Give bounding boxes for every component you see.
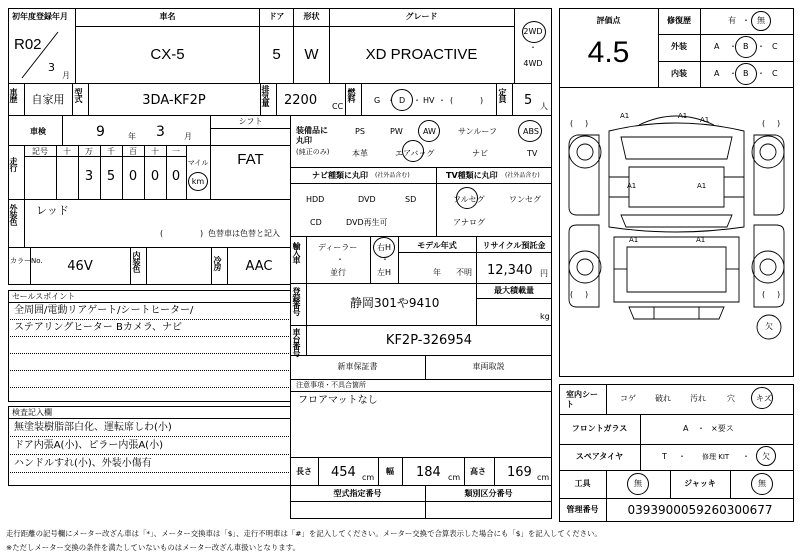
height-label: 高さ	[470, 467, 486, 476]
selling-point-2: ステアリングヒーター Bカメラ、ナビ	[14, 322, 183, 333]
mileage-digit-4: 0	[128, 169, 138, 184]
height-value: 169	[507, 465, 532, 480]
seat-stain: 汚れ	[690, 394, 706, 403]
capacity-value: 5	[524, 93, 533, 108]
fuel-g: G	[374, 96, 381, 105]
car-diagram	[559, 87, 794, 377]
inspection-month: 3	[156, 124, 165, 140]
mark-missing: 欠	[765, 322, 773, 331]
model-name: CX-5	[150, 46, 185, 63]
exterior-b-circle	[735, 36, 757, 58]
plate-value: 静岡301や9410	[350, 296, 440, 310]
door-count: 5	[272, 46, 281, 63]
import-label: 輸入車	[292, 242, 301, 263]
repair-label: 修復歴	[667, 16, 691, 25]
width-label: 幅	[386, 467, 394, 476]
equip-airbag-circle	[402, 140, 424, 162]
jack-value: 無	[758, 479, 766, 488]
navi-sub: (社外品含む)	[375, 172, 410, 179]
first-reg-label: 初年度登録年月	[12, 12, 68, 21]
place-100: 百	[129, 147, 137, 156]
equip-airbag: エアバッグ	[395, 149, 435, 158]
length-unit: cm	[362, 473, 375, 482]
recycle-unit: 円	[540, 269, 548, 278]
import-dealer: ディーラー	[318, 243, 358, 252]
tv-analog: アナログ	[453, 218, 485, 227]
recycle-value: 12,340	[487, 263, 533, 278]
interior-b-circle	[735, 63, 757, 85]
bracket-br-open: (	[762, 290, 766, 299]
score-value: 4.5	[587, 36, 630, 69]
shape-label: 形状	[303, 12, 320, 21]
inspection-year-unit: 年	[128, 132, 136, 141]
mileage-label: 走行	[9, 157, 18, 171]
model-year-label: モデル年式	[417, 241, 457, 250]
inspection-month-unit: 月	[184, 132, 192, 141]
recycle-label: リサイクル預託金	[482, 241, 546, 250]
manual-label: 車両取説	[472, 362, 505, 371]
chassis-label: 車台番号	[292, 328, 301, 356]
color-code-label: カラーNo.	[10, 257, 43, 265]
height-unit: cm	[537, 473, 550, 482]
mark-a1-front-right: A1	[678, 112, 688, 120]
seat-label: 室内シート	[566, 390, 598, 409]
tools-circle	[627, 473, 649, 495]
color-code: 46V	[67, 259, 93, 274]
mark-a1-rear-right: A1	[696, 236, 706, 244]
navi-hdd: HDD	[306, 195, 325, 204]
notes-label: 注意事項・不具合箇所	[296, 381, 366, 389]
width-value: 184	[416, 465, 441, 480]
equipment-label: 装備品に 丸印 (純正のみ)	[296, 126, 330, 156]
glass-dot: ・	[697, 424, 705, 433]
interior-c: C	[772, 69, 778, 78]
first-reg-month-unit: 月	[62, 71, 70, 80]
width-unit: cm	[448, 473, 461, 482]
model-name-label: 車名	[159, 12, 176, 21]
seat-hole: 穴	[727, 394, 735, 403]
door-label: ドア	[268, 12, 285, 21]
inspector-line-2: ドア内張A(小)、ピラー内張A(小)	[14, 440, 163, 451]
equip-ps: PS	[355, 127, 365, 136]
capacity-unit: 人	[540, 102, 548, 111]
shift-value: FAT	[237, 151, 264, 168]
seat-tear: 破れ	[655, 394, 671, 403]
type-value: 3DA-KF2P	[142, 93, 206, 108]
inspection-label: 車検	[30, 127, 46, 136]
inspector-line-3: ハンドルすれ(小)、外装小傷有	[14, 458, 152, 469]
mark-a1-trunk: A1	[700, 116, 710, 124]
bracket-bl-open: (	[570, 290, 574, 299]
jack-circle	[751, 473, 773, 495]
spare-t: T	[662, 452, 667, 461]
mileage-digit-5: 0	[150, 169, 160, 184]
navi-dvd-play: DVD再生可	[346, 218, 388, 227]
color-value: レッド	[36, 204, 69, 217]
bracket-tl-close: )	[585, 119, 589, 128]
place-10: 十	[151, 147, 159, 156]
equip-abs: ABS	[523, 127, 539, 136]
displacement-label: 排気量	[261, 85, 270, 106]
equip-pw: PW	[390, 127, 403, 136]
navi-cd: CD	[310, 218, 322, 227]
exterior-c: C	[772, 42, 778, 51]
fuel-label: 燃料	[347, 88, 356, 102]
model-year-unknown: 不明	[456, 268, 472, 277]
plate-label: 登録番号	[292, 287, 301, 315]
chassis-value: KF2P-326954	[385, 333, 473, 348]
mileage-symbol-label: 記号	[32, 147, 48, 156]
interior-color-label: 内装色	[132, 251, 141, 272]
inspector-label: 検査記入欄	[12, 408, 52, 417]
place-1k: 千	[107, 147, 115, 156]
warranty-label: 新車保証書	[337, 362, 378, 371]
bracket-br-close: )	[777, 290, 781, 299]
unit-km: km	[191, 177, 205, 186]
notes-line-1: フロアマットなし	[298, 395, 378, 406]
mark-a1-rear-left: A1	[629, 236, 639, 244]
shape-value: W	[304, 46, 319, 63]
spare-missing-circle	[756, 446, 776, 466]
bracket-tr-close: )	[777, 119, 781, 128]
navi-sd: SD	[405, 195, 417, 204]
navi-label: ナビ種類に丸印	[312, 171, 368, 180]
grade-label: グレード	[405, 12, 438, 21]
fuel-paren-close: )	[480, 96, 484, 105]
seat-scratch-circle	[751, 387, 773, 409]
color-paren-open: (	[160, 229, 164, 238]
control-label: 管理番号	[566, 505, 599, 514]
displacement-unit: CC	[332, 102, 344, 111]
unit-km-circle	[188, 172, 208, 191]
color-note: 色替車は色替と記入	[208, 229, 280, 238]
color-label: 外装色	[9, 204, 18, 225]
max-load-label: 最大積載量	[494, 286, 534, 295]
type-cert-label: 型式指定番号	[333, 489, 382, 498]
footer-note-1: 走行距離の記号欄にメーター改ざん車は「*」、メーター交換車は「$」、走行不明車は「#」を記入してください。メーター交換で合算表示した場合にも「$」を記入してください。	[6, 529, 602, 538]
navi-dvd: DVD	[358, 195, 376, 204]
shift-label: シフト	[238, 117, 263, 126]
grade-value: XD PROACTIVE	[365, 46, 478, 63]
repair-yes: 有	[728, 16, 736, 25]
color-paren-close: )	[200, 229, 204, 238]
interior-label: 内装	[671, 69, 687, 78]
equip-sunroof: サンルーフ	[458, 127, 497, 136]
length-label: 長さ	[296, 467, 312, 476]
inspector-line-1: 無塗装樹脂部白化、運転席しわ(小)	[14, 422, 172, 433]
steering-left: 左H	[377, 268, 392, 277]
model-year-unit: 年	[433, 268, 441, 277]
steering-right: 右H	[377, 243, 392, 252]
class-label: 類別区分番号	[464, 489, 513, 498]
jack-label: ジャッキ	[684, 479, 716, 488]
tools-value: 無	[634, 479, 642, 488]
tools-label: 工具	[574, 479, 591, 488]
history-label: 車歴	[9, 88, 18, 102]
mileage-digit-6: 0	[171, 169, 181, 184]
footer-note-2: ※ただしメーター交換の条件を満たしていないものはメーター改ざん車扱いとなります。	[6, 543, 300, 552]
capacity-label: 定員	[498, 88, 507, 102]
equip-aw-circle	[418, 120, 440, 142]
inspection-year: 9	[96, 124, 105, 140]
mark-a1-roof-left: A1	[627, 182, 637, 190]
control-value: 0393900059260300677	[627, 503, 773, 517]
mileage-digit-2: 3	[84, 169, 94, 184]
equip-abs-circle	[518, 120, 542, 142]
fuel-d-circle	[391, 89, 413, 111]
tv-fullseg-circle	[456, 187, 478, 209]
mark-a1-front-left: A1	[620, 112, 630, 120]
import-parallel: 並行	[330, 268, 346, 277]
spare-dot2: ・	[742, 452, 750, 461]
fuel-d: D	[399, 96, 406, 105]
place-100k: 十	[63, 147, 71, 156]
drive-2wd: 2WD	[523, 27, 543, 36]
first-reg-month: 3	[48, 61, 55, 74]
equip-navi: ナビ	[472, 149, 488, 158]
tv-sub: (社外品含む)	[505, 172, 540, 179]
bracket-tl-open: (	[570, 119, 574, 128]
fuel-hv: HV	[423, 96, 435, 105]
tv-label: TV種類に丸印	[446, 171, 498, 180]
equip-aw: AW	[423, 127, 436, 136]
glass-label: フロントガラス	[571, 424, 628, 433]
exterior-label: 外装	[671, 42, 687, 51]
length-value: 454	[331, 465, 356, 480]
equip-leather: 本革	[352, 149, 368, 158]
mileage-digit-3: 5	[106, 169, 116, 184]
equip-tv: TV	[527, 149, 538, 158]
drive-2wd-circle	[522, 21, 546, 43]
drive-4wd: 4WD	[523, 59, 543, 68]
max-load-unit: kg	[540, 312, 550, 321]
tv-fullseg: フルセグ	[453, 195, 485, 204]
tv-oneseg: ワンセグ	[509, 195, 541, 204]
selling-points-label: セールスポイント	[12, 292, 76, 301]
spare-missing: 欠	[762, 452, 770, 461]
bracket-bl-close: )	[585, 290, 589, 299]
mark-a1-roof-right: A1	[697, 182, 707, 190]
seat-scratch: キズ	[756, 394, 772, 403]
place-10k: 万	[85, 147, 93, 156]
score-label: 評価点	[596, 16, 621, 25]
displacement-value: 2200	[284, 93, 318, 108]
spare-kit: 修理 KIT	[702, 453, 730, 461]
glass-a: A	[683, 424, 689, 433]
repair-no-circle	[751, 11, 771, 31]
history-value: 自家用	[31, 93, 65, 106]
interior-a: A	[714, 69, 720, 78]
selling-point-1: 全周囲/電動リアゲート/シートヒーター/	[14, 305, 194, 316]
ac-label: 冷房	[213, 256, 222, 270]
exterior-b: B	[743, 42, 749, 51]
spare-dot1: ・	[678, 452, 686, 461]
bracket-tr-open: (	[762, 119, 766, 128]
exterior-a: A	[714, 42, 720, 51]
repair-no: 無	[757, 16, 765, 25]
glass-replace: ×要ス	[711, 424, 734, 433]
seat-burn: コゲ	[620, 394, 636, 403]
fuel-paren-open: (	[450, 96, 454, 105]
type-label: 型式	[74, 88, 83, 102]
unit-mile: マイル	[187, 159, 209, 167]
ac-value: AAC	[245, 259, 273, 274]
spare-label: スペアタイヤ	[575, 452, 624, 461]
interior-b: B	[743, 69, 749, 78]
first-reg-era: R02	[14, 36, 42, 53]
place-1: 一	[172, 147, 180, 156]
